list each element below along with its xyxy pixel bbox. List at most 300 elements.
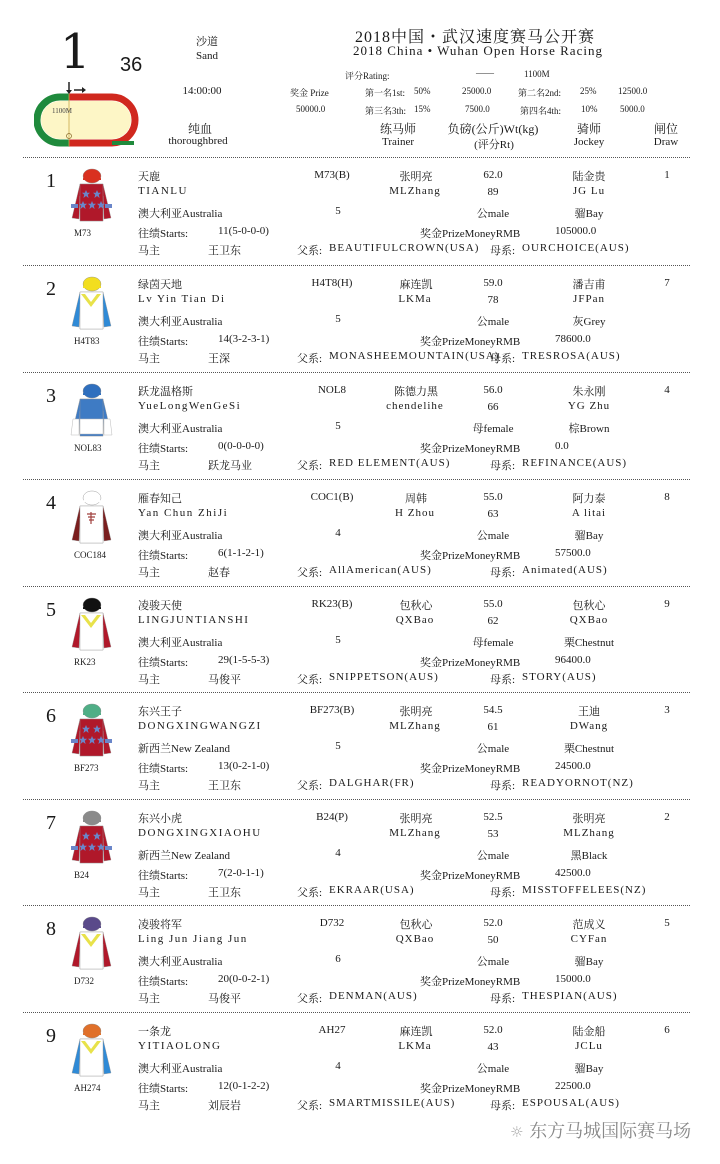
sire-name: SNIPPETSON(AUS) — [329, 671, 439, 683]
prize-2nd-pct: 25% — [580, 86, 597, 96]
jockey-en: QXBao — [569, 614, 609, 626]
horse-name-cn: 一条龙 — [138, 1026, 171, 1038]
runners-count: 36 — [120, 54, 143, 76]
sire-label: 父系: — [297, 780, 323, 792]
carried-weight: 52.0 — [483, 1024, 503, 1036]
horse-color: 栗Chestnut — [563, 637, 615, 649]
dam-label: 母系: — [490, 567, 516, 579]
horse-code: D732 — [74, 976, 94, 986]
horse-color: 棕Brown — [568, 423, 610, 435]
carried-weight: 55.0 — [483, 598, 503, 610]
horse-age: 4 — [335, 1060, 341, 1072]
prize-money-label: 奖金PrizeMoneyRMB — [420, 870, 521, 882]
horse-sex: 母female — [472, 637, 514, 649]
owner-label: 马主 — [138, 1100, 160, 1112]
starts-label: 往绩Starts: — [138, 763, 189, 775]
race-entry-row — [0, 482, 720, 588]
prize-3rd-pct: 15% — [414, 104, 431, 114]
horse-age: 5 — [335, 634, 341, 646]
dam-name: TRESROSA(AUS) — [522, 350, 621, 362]
horse-name-cn: 绿茵天地 — [138, 279, 182, 291]
owner-name: 马俊平 — [208, 674, 241, 686]
sire-name: DENMAN(AUS) — [329, 990, 418, 1002]
trainer-en: chendelihe — [386, 400, 444, 412]
starts-label: 往绩Starts: — [138, 657, 189, 669]
prize-money-label: 奖金PrizeMoneyRMB — [420, 763, 521, 775]
owner-name: 王深 — [208, 353, 230, 365]
dam-name: REFINANCE(AUS) — [522, 457, 628, 469]
horse-origin: 澳大利亚Australia — [138, 423, 223, 435]
draw-number: 3 — [664, 704, 670, 716]
col-weight-en: (评分Rt) — [474, 139, 514, 151]
trainer-en: MLZhang — [389, 827, 441, 839]
owner-name: 跃龙马业 — [208, 460, 252, 472]
race-entry-row — [0, 375, 720, 481]
horse-origin: 澳大利亚Australia — [138, 316, 223, 328]
jockey-cn: 张明亮 — [572, 813, 606, 825]
horse-age: 4 — [335, 847, 341, 859]
saddle-number: 6 — [46, 705, 56, 727]
col-jockey-cn: 骑师 — [576, 122, 602, 136]
horse-age: 5 — [335, 420, 341, 432]
draw-number: 7 — [664, 277, 670, 289]
dam-label: 母系: — [490, 887, 516, 899]
horse-origin: 澳大利亚Australia — [138, 1063, 223, 1075]
prize-money-value: 0.0 — [555, 440, 569, 452]
horse-brand: B24(P) — [316, 811, 348, 823]
horse-brand: M73(B) — [314, 169, 350, 181]
race-number: 1 — [60, 24, 91, 80]
owner-name: 王卫东 — [208, 245, 241, 257]
divider — [23, 372, 690, 373]
jockey-cn: 阿力泰 — [572, 493, 606, 505]
breed-en: thoroughbred — [168, 135, 228, 147]
rating: 53 — [487, 828, 499, 840]
race-entry-row — [0, 160, 720, 266]
horse-name-cn: 凌骏将军 — [138, 919, 182, 931]
race-entry-row — [0, 802, 720, 908]
saddle-number: 8 — [46, 918, 56, 940]
carried-weight: 54.5 — [483, 704, 503, 716]
sire-name: RED ELEMENT(AUS) — [329, 457, 451, 469]
horse-brand: BF273(B) — [309, 704, 355, 716]
horse-sex: 公male — [476, 316, 510, 328]
dam-label: 母系: — [490, 993, 516, 1005]
jockey-silks-icon — [68, 701, 114, 759]
sire-label: 父系: — [297, 353, 323, 365]
horse-code: RK23 — [74, 657, 96, 667]
horse-brand: COC1(B) — [310, 491, 354, 503]
race-entry-row — [0, 908, 720, 1014]
horse-color: 黑Black — [570, 850, 608, 862]
prize-label: 奖金 Prize — [290, 88, 329, 98]
carried-weight: 62.0 — [483, 169, 503, 181]
starts-record: 0(0-0-0-0) — [218, 440, 264, 452]
prize-1st-label: 第一名1st: — [365, 88, 406, 98]
horse-name-en: YueLongWenGeSi — [138, 400, 242, 412]
rating: 62 — [487, 615, 499, 627]
horse-age: 5 — [335, 313, 341, 325]
horse-sex: 母female — [472, 423, 514, 435]
owner-label: 马主 — [138, 993, 160, 1005]
sire-label: 父系: — [297, 460, 323, 472]
owner-name: 刘辰岩 — [208, 1100, 241, 1112]
prize-money-label: 奖金PrizeMoneyRMB — [420, 336, 521, 348]
race-entry-row — [0, 268, 720, 374]
starts-record: 7(2-0-1-1) — [218, 867, 264, 879]
horse-code: B24 — [74, 870, 90, 880]
horse-brand: NOL8 — [317, 384, 347, 396]
owner-name: 赵春 — [208, 567, 230, 579]
prize-4th-amount: 5000.0 — [620, 104, 645, 114]
horse-sex: 公male — [476, 743, 510, 755]
prize-money-label: 奖金PrizeMoneyRMB — [420, 657, 521, 669]
saddle-number: 7 — [46, 812, 56, 834]
jockey-cn: 陆金船 — [572, 1026, 606, 1038]
dam-name: OURCHOICE(AUS) — [522, 242, 630, 254]
starts-record: 6(1-1-2-1) — [218, 547, 264, 559]
horse-sex: 公male — [476, 956, 510, 968]
saddle-number: 4 — [46, 492, 56, 514]
saddle-number: 2 — [46, 278, 56, 300]
horse-color: 骝Bay — [574, 956, 604, 968]
horse-color: 灰Grey — [572, 316, 606, 328]
trainer-en: MLZhang — [389, 185, 441, 197]
dam-label: 母系: — [490, 1100, 516, 1112]
starts-label: 往绩Starts: — [138, 550, 189, 562]
prize-money-label: 奖金PrizeMoneyRMB — [420, 228, 521, 240]
owner-label: 马主 — [138, 780, 160, 792]
trainer-cn: 周韩 — [405, 493, 427, 505]
jockey-silks-icon — [68, 381, 114, 439]
owner-name: 马俊平 — [208, 993, 241, 1005]
sire-label: 父系: — [297, 245, 323, 257]
horse-name-en: Yan Chun ZhiJi — [138, 507, 229, 519]
horse-code: AH274 — [74, 1083, 101, 1093]
draw-number: 4 — [664, 384, 670, 396]
watermark: ☼ 东方马城国际赛马场 — [510, 1121, 692, 1142]
owner-label: 马主 — [138, 353, 160, 365]
horse-origin: 新西兰New Zealand — [138, 850, 230, 862]
owner-label: 马主 — [138, 245, 160, 257]
trainer-cn: 包秋心 — [399, 600, 433, 612]
starts-record: 12(0-1-2-2) — [218, 1080, 270, 1092]
trainer-cn: 张明亮 — [399, 706, 433, 718]
divider — [23, 265, 690, 266]
dam-label: 母系: — [490, 780, 516, 792]
divider — [23, 157, 690, 158]
draw-number: 9 — [664, 598, 670, 610]
horse-brand: H4T8(H) — [311, 277, 353, 289]
rating: 63 — [487, 508, 499, 520]
carried-weight: 52.5 — [483, 811, 503, 823]
horse-name-en: DONGXINGWANGZI — [138, 720, 262, 732]
horse-color: 栗Chestnut — [563, 743, 615, 755]
starts-label: 往绩Starts: — [138, 336, 189, 348]
horse-age: 5 — [335, 205, 341, 217]
col-draw-cn: 闸位 — [653, 122, 679, 136]
jockey-en: CYFan — [570, 933, 608, 945]
horse-origin: 新西兰New Zealand — [138, 743, 230, 755]
horse-name-en: Ling Jun Jiang Jun — [138, 933, 248, 945]
horse-color: 骝Bay — [574, 1063, 604, 1075]
prize-2nd-amount: 12500.0 — [618, 86, 648, 96]
horse-name-cn: 跃龙温格斯 — [138, 386, 193, 398]
wechat-icon: ☼ — [510, 1123, 524, 1141]
starts-record: 11(5-0-0-0) — [218, 225, 269, 237]
starts-label: 往绩Starts: — [138, 976, 189, 988]
jockey-en: JCLu — [575, 1040, 603, 1052]
prize-money-value: 24500.0 — [555, 760, 591, 772]
draw-number: 5 — [664, 917, 670, 929]
trainer-en: LKMa — [398, 1040, 432, 1052]
jockey-cn: 王迪 — [578, 706, 600, 718]
sire-name: EKRAAR(USA) — [329, 884, 415, 896]
horse-name-cn: 雁春知己 — [138, 493, 182, 505]
divider — [23, 1012, 690, 1013]
sire-label: 父系: — [297, 993, 323, 1005]
jockey-silks-icon — [68, 488, 114, 546]
sire-label: 父系: — [297, 674, 323, 686]
dam-name: STORY(AUS) — [522, 671, 597, 683]
trainer-cn: 张明亮 — [399, 171, 433, 183]
dam-name: MISSTOFFELEES(NZ) — [522, 884, 647, 896]
sire-name: AllAmerican(AUS) — [329, 564, 432, 576]
jockey-silks-icon — [68, 808, 114, 866]
dam-name: THESPIAN(AUS) — [522, 990, 618, 1002]
starts-label: 往绩Starts: — [138, 870, 189, 882]
divider — [23, 692, 690, 693]
prize-3rd-label: 第三名3th: — [365, 106, 407, 116]
jockey-cn: 包秋心 — [572, 600, 606, 612]
horse-age: 5 — [335, 740, 341, 752]
horse-name-cn: 天鹿 — [138, 171, 160, 183]
sire-label: 父系: — [297, 567, 323, 579]
prize-1st-pct: 50% — [414, 86, 431, 96]
starts-record: 29(1-5-5-3) — [218, 654, 270, 666]
trainer-cn: 麻连凯 — [399, 279, 433, 291]
jockey-en: YG Zhu — [567, 400, 611, 412]
horse-name-cn: 东兴王子 — [138, 706, 182, 718]
col-jockey-en: Jockey — [573, 136, 605, 148]
breed-cn: 纯血 — [187, 122, 213, 136]
jockey-silks-icon — [68, 1021, 114, 1079]
jockey-silks-icon — [68, 914, 114, 972]
jockey-cn: 陆金贵 — [572, 171, 606, 183]
rating-value: —— — [476, 68, 494, 78]
sire-name: MONASHEEMOUNTAIN(USA) — [329, 350, 500, 362]
jockey-silks-icon — [68, 166, 114, 224]
race-entry-row — [0, 1015, 720, 1121]
horse-sex: 公male — [476, 1063, 510, 1075]
dam-label: 母系: — [490, 353, 516, 365]
horse-code: H4T83 — [74, 336, 100, 346]
horse-origin: 澳大利亚Australia — [138, 956, 223, 968]
sire-name: SMARTMISSILE(AUS) — [329, 1097, 456, 1109]
race-entry-row — [0, 695, 720, 801]
sire-label: 父系: — [297, 887, 323, 899]
col-trainer-cn: 练马师 — [379, 122, 417, 136]
col-trainer-en: Trainer — [382, 136, 414, 148]
divider — [23, 479, 690, 480]
draw-number: 6 — [664, 1024, 670, 1036]
starts-record: 14(3-2-3-1) — [218, 333, 270, 345]
prize-4th-label: 第四名4th: — [520, 106, 562, 116]
prize-money-label: 奖金PrizeMoneyRMB — [420, 550, 521, 562]
jockey-cn: 范成义 — [572, 919, 606, 931]
saddle-number: 9 — [46, 1025, 56, 1047]
horse-brand: D732 — [319, 917, 345, 929]
horse-age: 6 — [335, 953, 341, 965]
event-title-cn: 2018中国・武汉速度赛马公开赛 — [354, 29, 596, 46]
draw-number: 2 — [664, 811, 670, 823]
horse-color: 骝Bay — [574, 530, 604, 542]
rating: 89 — [487, 186, 499, 198]
horse-code: NOL83 — [74, 443, 102, 453]
starts-label: 往绩Starts: — [138, 228, 189, 240]
starts-record: 13(0-2-1-0) — [218, 760, 270, 772]
horse-name-cn: 凌骏天使 — [138, 600, 182, 612]
rating: 78 — [487, 294, 499, 306]
horse-origin: 澳大利亚Australia — [138, 208, 223, 220]
col-draw-en: Draw — [653, 136, 679, 148]
prize-4th-pct: 10% — [581, 104, 598, 114]
jockey-en: JFPan — [573, 293, 605, 305]
divider — [23, 905, 690, 906]
prize-money-value: 96400.0 — [555, 654, 591, 666]
owner-label: 马主 — [138, 674, 160, 686]
owner-label: 马主 — [138, 887, 160, 899]
prize-money-value: 22500.0 — [555, 1080, 591, 1092]
prize-money-value: 15000.0 — [555, 973, 591, 985]
starts-label: 往绩Starts: — [138, 443, 189, 455]
saddle-number: 1 — [46, 170, 56, 192]
divider — [23, 586, 690, 587]
jockey-cn: 潘吉甫 — [572, 279, 606, 291]
carried-weight: 59.0 — [483, 277, 503, 289]
horse-code: M73 — [74, 228, 92, 238]
saddle-number: 5 — [46, 599, 56, 621]
rating: 61 — [487, 721, 499, 733]
sire-name: BEAUTIFULCROWN(USA) — [329, 242, 480, 254]
jockey-en: DWang — [569, 720, 609, 732]
horse-name-en: TIANLU — [138, 185, 188, 197]
horse-color: 骝Bay — [574, 208, 604, 220]
draw-number: 1 — [664, 169, 670, 181]
surface-en: Sand — [196, 50, 218, 62]
prize-money-value: 105000.0 — [555, 225, 597, 237]
prize-money-value: 78600.0 — [555, 333, 591, 345]
horse-name-en: Lv Yin Tian Di — [138, 293, 226, 305]
prize-money-label: 奖金PrizeMoneyRMB — [420, 976, 521, 988]
trainer-en: QXBao — [395, 614, 435, 626]
divider — [23, 799, 690, 800]
trainer-en: LKMa — [398, 293, 432, 305]
horse-code: BF273 — [74, 763, 99, 773]
dam-label: 母系: — [490, 460, 516, 472]
horse-name-en: LINGJUNTIANSHI — [138, 614, 250, 626]
prize-money-value: 57500.0 — [555, 547, 591, 559]
dam-name: READYORNOT(NZ) — [522, 777, 634, 789]
carried-weight: 56.0 — [483, 384, 503, 396]
owner-name: 王卫东 — [208, 887, 241, 899]
prize-money-label: 奖金PrizeMoneyRMB — [420, 443, 521, 455]
prize-total: 50000.0 — [296, 104, 326, 114]
owner-name: 王卫东 — [208, 780, 241, 792]
horse-brand: AH27 — [318, 1024, 346, 1036]
event-title-en: 2018 China • Wuhan Open Horse Racing — [353, 43, 603, 58]
dam-name: Animated(AUS) — [522, 564, 608, 576]
race-entry-row — [0, 589, 720, 695]
draw-number: 8 — [664, 491, 670, 503]
horse-name-en: YITIAOLONG — [138, 1040, 222, 1052]
saddle-number: 3 — [46, 385, 56, 407]
horse-sex: 公male — [476, 530, 510, 542]
trainer-en: H Zhou — [395, 507, 435, 519]
starts-record: 20(0-0-2-1) — [218, 973, 270, 985]
trainer-en: MLZhang — [389, 720, 441, 732]
horse-code: COC184 — [74, 550, 107, 560]
horse-age: 4 — [335, 527, 341, 539]
horse-name-cn: 东兴小虎 — [138, 813, 182, 825]
rating-label: 评分Rating: — [345, 71, 390, 81]
track-diagram — [34, 80, 142, 148]
jockey-cn: 朱永刚 — [572, 386, 606, 398]
horse-origin: 澳大利亚Australia — [138, 530, 223, 542]
rating: 50 — [487, 934, 499, 946]
dam-name: ESPOUSAL(AUS) — [522, 1097, 620, 1109]
prize-2nd-label: 第二名2nd: — [518, 88, 562, 98]
trainer-cn: 张明亮 — [399, 813, 433, 825]
trainer-en: QXBao — [395, 933, 435, 945]
prize-money-label: 奖金PrizeMoneyRMB — [420, 1083, 521, 1095]
starts-label: 往绩Starts: — [138, 1083, 189, 1095]
owner-label: 马主 — [138, 567, 160, 579]
prize-1st-amount: 25000.0 — [462, 86, 492, 96]
dam-label: 母系: — [490, 674, 516, 686]
surface-cn: 沙道 — [196, 36, 218, 48]
track-oval-icon — [34, 80, 142, 148]
trainer-cn: 麻连凯 — [399, 1026, 433, 1038]
carried-weight: 52.0 — [483, 917, 503, 929]
jockey-silks-icon — [68, 274, 114, 332]
prize-3rd-amount: 7500.0 — [465, 104, 490, 114]
rating: 66 — [487, 401, 499, 413]
jockey-en: A litai — [571, 507, 607, 519]
trainer-cn: 包秋心 — [399, 919, 433, 931]
jockey-en: JG Lu — [572, 185, 606, 197]
horse-brand: RK23(B) — [311, 598, 353, 610]
race-time: 14:00:00 — [182, 85, 222, 97]
rating: 43 — [487, 1041, 499, 1053]
svg-text:1100M: 1100M — [52, 107, 72, 115]
sire-label: 父系: — [297, 1100, 323, 1112]
col-weight-cn: 负磅(公斤)Wt(kg) — [447, 122, 539, 136]
horse-name-en: DONGXINGXIAOHU — [138, 827, 262, 839]
owner-label: 马主 — [138, 460, 160, 472]
dam-label: 母系: — [490, 245, 516, 257]
prize-money-value: 42500.0 — [555, 867, 591, 879]
sire-name: DALGHAR(FR) — [329, 777, 415, 789]
trainer-cn: 陈德力黑 — [394, 386, 438, 398]
horse-sex: 公male — [476, 850, 510, 862]
jockey-en: MLZhang — [563, 827, 615, 839]
jockey-silks-icon — [68, 595, 114, 653]
horse-sex: 公male — [476, 208, 510, 220]
horse-origin: 澳大利亚Australia — [138, 637, 223, 649]
race-distance: 1100M — [524, 69, 550, 79]
carried-weight: 55.0 — [483, 491, 503, 503]
